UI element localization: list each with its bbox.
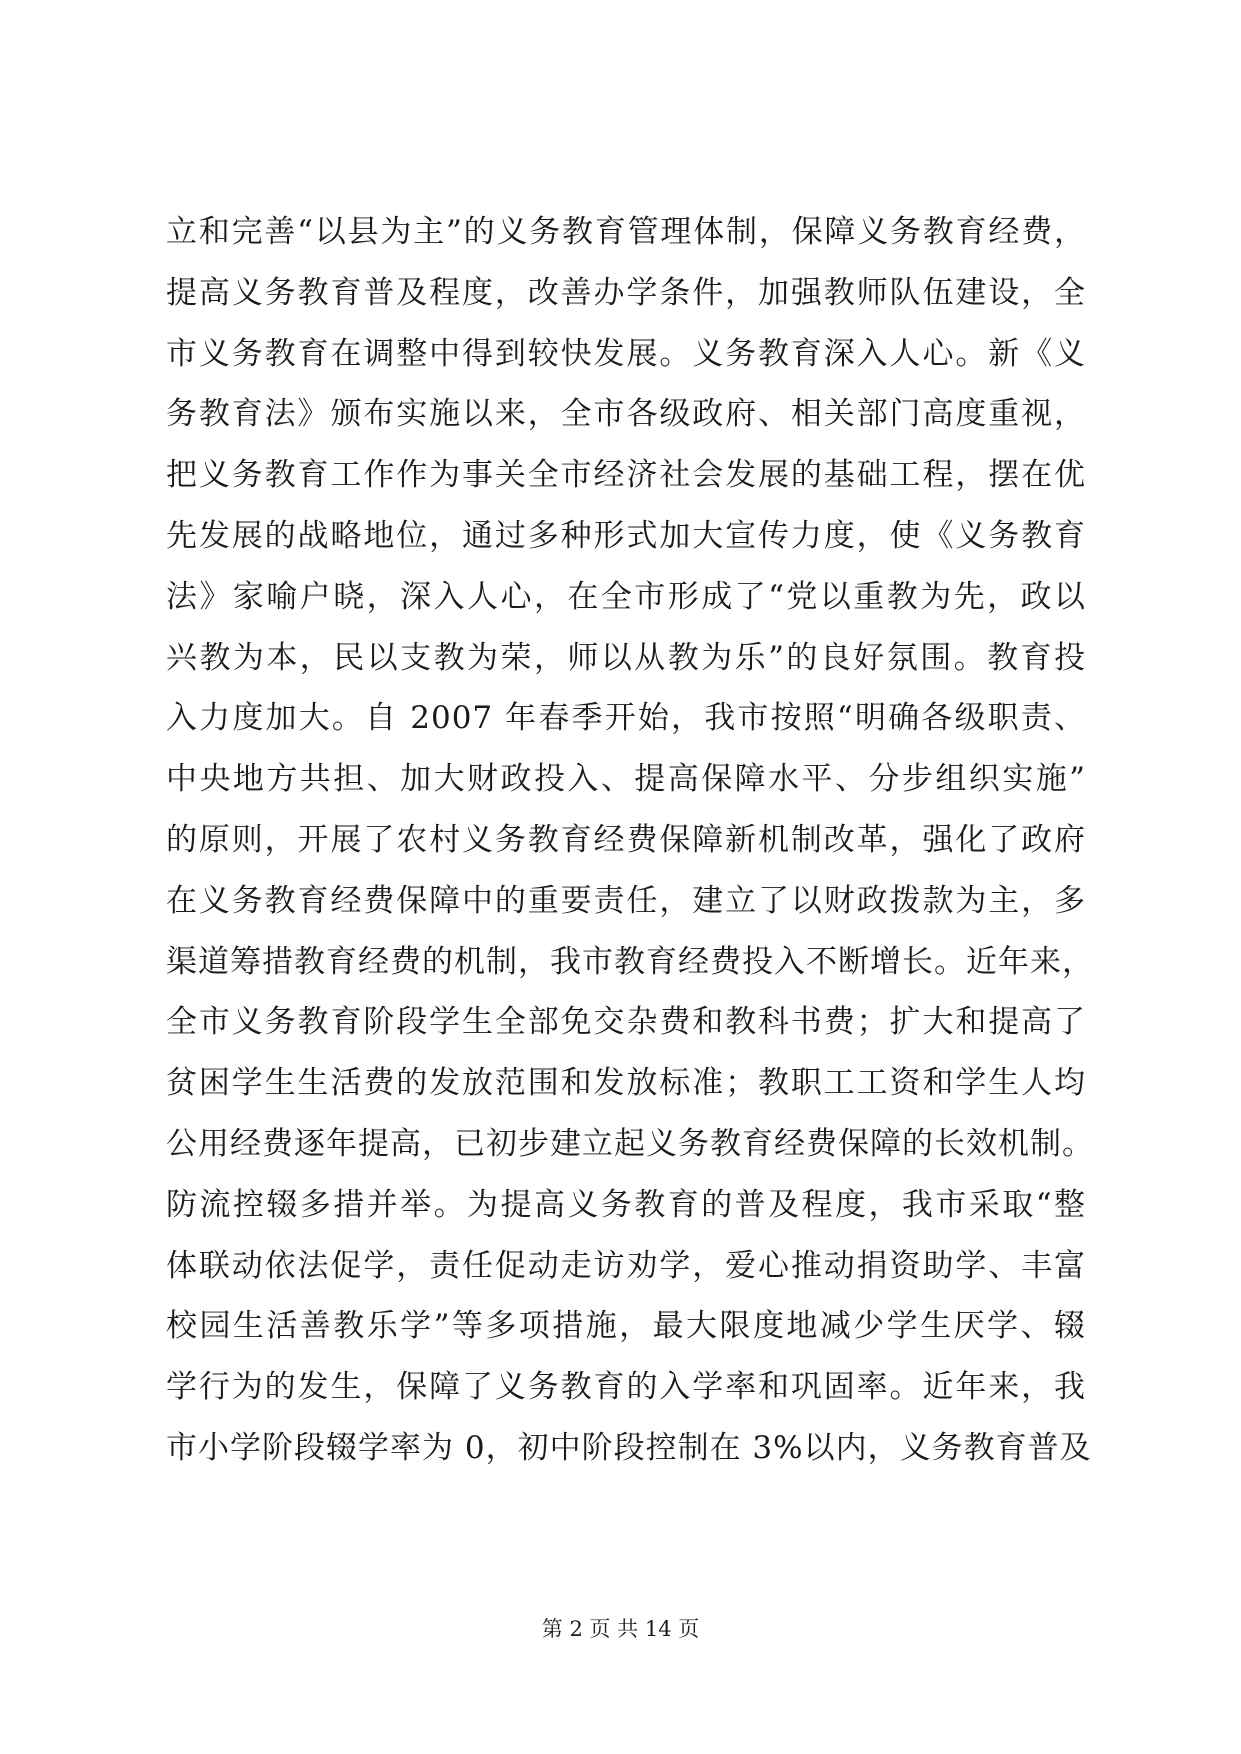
page-number-footer: 第 2 页 共 14 页 — [541, 1617, 700, 1641]
text-line: 防流控辍多措并举。为提高义务教育的普及程度，我市采取“整 — [166, 1186, 1086, 1223]
text-line: 贫困学生生活费的发放范围和发放标准；教职工工资和学生人均 — [166, 1065, 1086, 1102]
text-line: 法》家喻户晓，深入人心，在全市形成了“党以重教为先，政以 — [166, 578, 1086, 615]
text-line: 全市义务教育阶段学生全部免交杂费和教科书费；扩大和提高了 — [166, 1004, 1086, 1041]
body-text — [166, 202, 1094, 1479]
text-line: 校园生活善教乐学”等多项措施，最大限度地减少学生厌学、辍 — [166, 1308, 1086, 1345]
text-line: 体联动依法促学，责任促动走访劝学，爱心推动捐资助学、丰富 — [166, 1247, 1086, 1284]
text-line: 在义务教育经费保障中的重要责任，建立了以财政拨款为主，多 — [166, 882, 1086, 919]
text-line: 兴教为本，民以支教为荣，师以从教为乐”的良好氛围。教育投 — [166, 639, 1086, 676]
text-line: 入力度加大。自 2007 年春季开始，我市按照“明确各级职责、 — [166, 700, 1086, 737]
text-line: 学行为的发生，保障了义务教育的入学率和巩固率。近年来，我 — [166, 1369, 1086, 1406]
text-line: 市小学阶段辍学率为 0，初中阶段控制在 3%以内，义务教育普及 — [166, 1429, 1092, 1466]
text-line: 务教育法》颁布实施以来，全市各级政府、相关部门高度重视， — [166, 396, 1086, 433]
text-line: 先发展的战略地位，通过多种形式加大宣传力度，使《义务教育 — [166, 517, 1086, 554]
text-line: 中央地方共担、加大财政投入、提高保障水平、分步组织实施” — [166, 761, 1086, 798]
text-line: 立和完善“以县为主”的义务教育管理体制，保障义务教育经费， — [166, 214, 1086, 250]
text-line: 公用经费逐年提高，已初步建立起义务教育经费保障的长效机制。 — [166, 1125, 1094, 1162]
text-line: 渠道筹措教育经费的机制，我市教育经费投入不断增长。近年来， — [166, 943, 1094, 980]
text-line: 的原则，开展了农村义务教育经费保障新机制改革，强化了政府 — [166, 821, 1086, 858]
text-line: 市义务教育在调整中得到较快发展。义务教育深入人心。新《义 — [166, 335, 1086, 372]
text-line: 把义务教育工作作为事关全市经济社会发展的基础工程，摆在优 — [166, 457, 1086, 494]
text-line: 提高义务教育普及程度，改善办学条件，加强教师队伍建设，全 — [166, 274, 1086, 311]
